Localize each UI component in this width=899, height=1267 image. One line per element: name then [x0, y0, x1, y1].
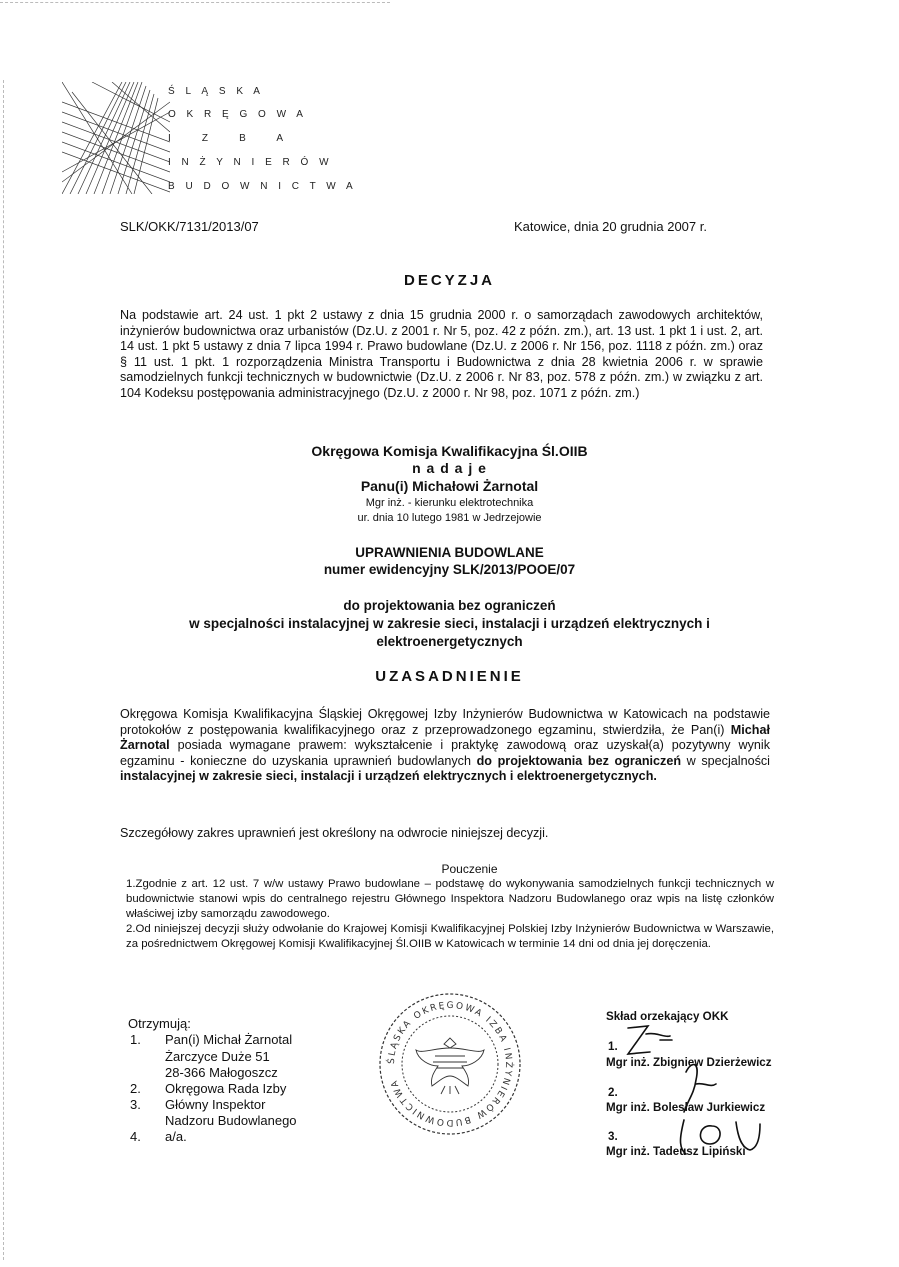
- place-date: Katowice, dnia 20 grudnia 2007 r.: [514, 219, 707, 234]
- justification-speciality: instalacyjnej w zakresie sieci, instalacji i urządzeń elektrycznych i elektroenergetycznych.: [120, 769, 657, 784]
- scope-note: Szczegółowy zakres uprawnień jest określony na odwrocie niniejszej decyzji.: [120, 826, 549, 840]
- justification-name: Michał Żarnotal: [120, 722, 770, 753]
- panel-member-3: Mgr inż. Tadeusz Lipiński: [606, 1145, 746, 1158]
- recipient-2-line-1: Okręgowa Rada Izby: [165, 1081, 287, 1096]
- recipient-degree: Mgr inż. - kierunku elektrotechnika: [365, 497, 534, 509]
- license-title: UPRAWNIENIA BUDOWLANE: [355, 545, 544, 560]
- justification-text-3: w specjalności: [681, 753, 770, 768]
- instruction-item-1: 1.Zgodnie z art. 12 ust. 7 w/w ustawy Prawo budowlane – podstawę do wykonywania samodzielnych funkcji technicznych w budownictwie stanowi wpis do centralnego rejestru Głównego Inspektora Nadzoru Budowlanego oraz wpis na listę członków właściwej izby samorządu zawodowego.: [126, 878, 774, 920]
- justification-scope: do projektowania bez ograniczeń: [476, 753, 682, 768]
- recipient-3-line-1: Główny Inspektor: [165, 1097, 266, 1112]
- grant-verb: n a d a j e: [412, 460, 487, 476]
- panel-member-num-1: 1.: [608, 1040, 618, 1053]
- recipient-1-line-3: 28-366 Małogoszcz: [165, 1065, 278, 1080]
- license-scope-2: w specjalności instalacyjnej w zakresie sieci, instalacji i urządzeń elektrycznych i: [189, 616, 710, 631]
- justification-title: UZASADNIENIE: [375, 668, 524, 685]
- license-number: numer ewidencyjny SLK/2013/POOE/07: [323, 562, 576, 577]
- official-stamp-icon: [375, 990, 525, 1138]
- recipient-num-2: 2.: [130, 1081, 141, 1096]
- panel-member-num-2: 2.: [608, 1086, 618, 1099]
- decision-title: DECYZJA: [403, 272, 495, 289]
- instruction-item-2: 2.Od niniejszej decyzji służy odwołanie do Krajowej Komisji Kwalifikacyjnej Polskiej Izby Inżynierów Budownictwa w Warszawie, za pośrednictwem Okręgowej Komisji Kwalifikacyjnej Śl.OIIB w Katowicach w terminie 14 dni od dnia jej doręczenia.: [126, 923, 774, 950]
- panel-member-2: Mgr inż. Bolesław Jurkiewicz: [606, 1101, 766, 1114]
- legal-basis: Na podstawie art. 24 ust. 1 pkt 2 ustawy z dnia 15 grudnia 2000 r. o samorządach zawodowych architektów, inżynierów budownictwa oraz urbanistów (Dz.U. z 2001 r. Nr 5, poz. 42 z późn. zm.), art. 13 ust. 1 pkt 1 i ust. 2, art. 14 ust. 1 pkt 5 ustawy z dnia 7 lipca 1994 r. Prawo budowlane (Dz.U. z 2006 r. Nr 156, poz. 1118 z późn. zm.) oraz § 11 ust. 1 pkt. 1 rozporządzenia Ministra Transportu i Budownictwa z dnia 28 kwietnia 2006 r. w sprawie samodzielnych funkcji technicznych w budownictwie (Dz.U. z 2006 r. Nr 83, poz. 578 z późn. zm.) w związku z art. 104 Kodeksu postępowania administracyjnego (Dz.U. z 2000 r. Nr 98, poz. 1071 z późn. zm.): [120, 308, 763, 400]
- panel-member-1: Mgr inż. Zbigniew Dzierżewicz: [606, 1056, 772, 1069]
- panel-title: Skład orzekający OKK: [606, 1010, 729, 1023]
- recipient-birth: ur. dnia 10 lutego 1981 w Jedrzejowie: [357, 512, 542, 524]
- recipient-num-4: 4.: [130, 1129, 141, 1144]
- recipients-title: Otrzymują:: [128, 1016, 191, 1031]
- justification-text-2: posiada wymagane prawem: wykształcenie i praktykę zawodową oraz uzyskał(a) pozytywny wynik egzaminu - konieczne do uzyskania uprawnień budowlanych: [120, 738, 770, 768]
- scan-edge-top: [0, 2, 390, 3]
- recipient-1-line-2: Żarczyce Duże 51: [165, 1049, 270, 1064]
- instruction-title: Pouczenie: [441, 862, 498, 876]
- justification-paragraph: [120, 707, 770, 785]
- recipient-num-1: 1.: [130, 1032, 141, 1047]
- committee-name: Okręgowa Komisja Kwalifikacyjna Śl.OIIB: [311, 443, 588, 459]
- recipient-1-line-1: Pan(i) Michał Żarnotal: [165, 1032, 293, 1047]
- svg-text:ŚLĄSKA OKRĘGOWA IZBA INŻYNIERÓ: ŚLĄSKA OKRĘGOWA IZBA INŻYNIERÓW BUDOWNICTWA: [386, 1000, 514, 1128]
- justification-text-1: Okręgowa Komisja Kwalifikacyjna Śląskiej Okręgowej Izby Inżynierów Budownictwa w Katowicach na podstawie protokołów z postępowania kwalifikacyjnego oraz z przeprowadzonego egzaminu, stwierdziła, że Pan(i): [120, 707, 770, 737]
- org-name-line-5: B U D O W N I C T W A: [168, 181, 357, 192]
- org-name-line-3: I Z B A: [168, 133, 288, 144]
- signatures-icon: [600, 1020, 780, 1160]
- license-scope-1: do projektowania bez ograniczeń: [343, 598, 556, 613]
- license-scope-3: elektroenergetycznych: [376, 634, 523, 649]
- recipient-name: Panu(i) Michałowi Żarnotal: [360, 478, 539, 494]
- recipient-3-line-2: Nadzoru Budowlanego: [165, 1113, 297, 1128]
- org-name-line-2: O K R Ę G O W A: [168, 109, 307, 120]
- org-name-line-1: Ś L Ą S K A: [168, 86, 264, 97]
- org-name-line-4: I N Ż Y N I E R Ó W: [168, 157, 333, 168]
- reference-number: SLK/OKK/7131/2013/07: [120, 219, 259, 234]
- recipient-num-3: 3.: [130, 1097, 141, 1112]
- recipient-4-line-1: a/a.: [165, 1129, 187, 1144]
- org-logo-icon: [62, 82, 170, 194]
- panel-member-num-3: 3.: [608, 1130, 618, 1143]
